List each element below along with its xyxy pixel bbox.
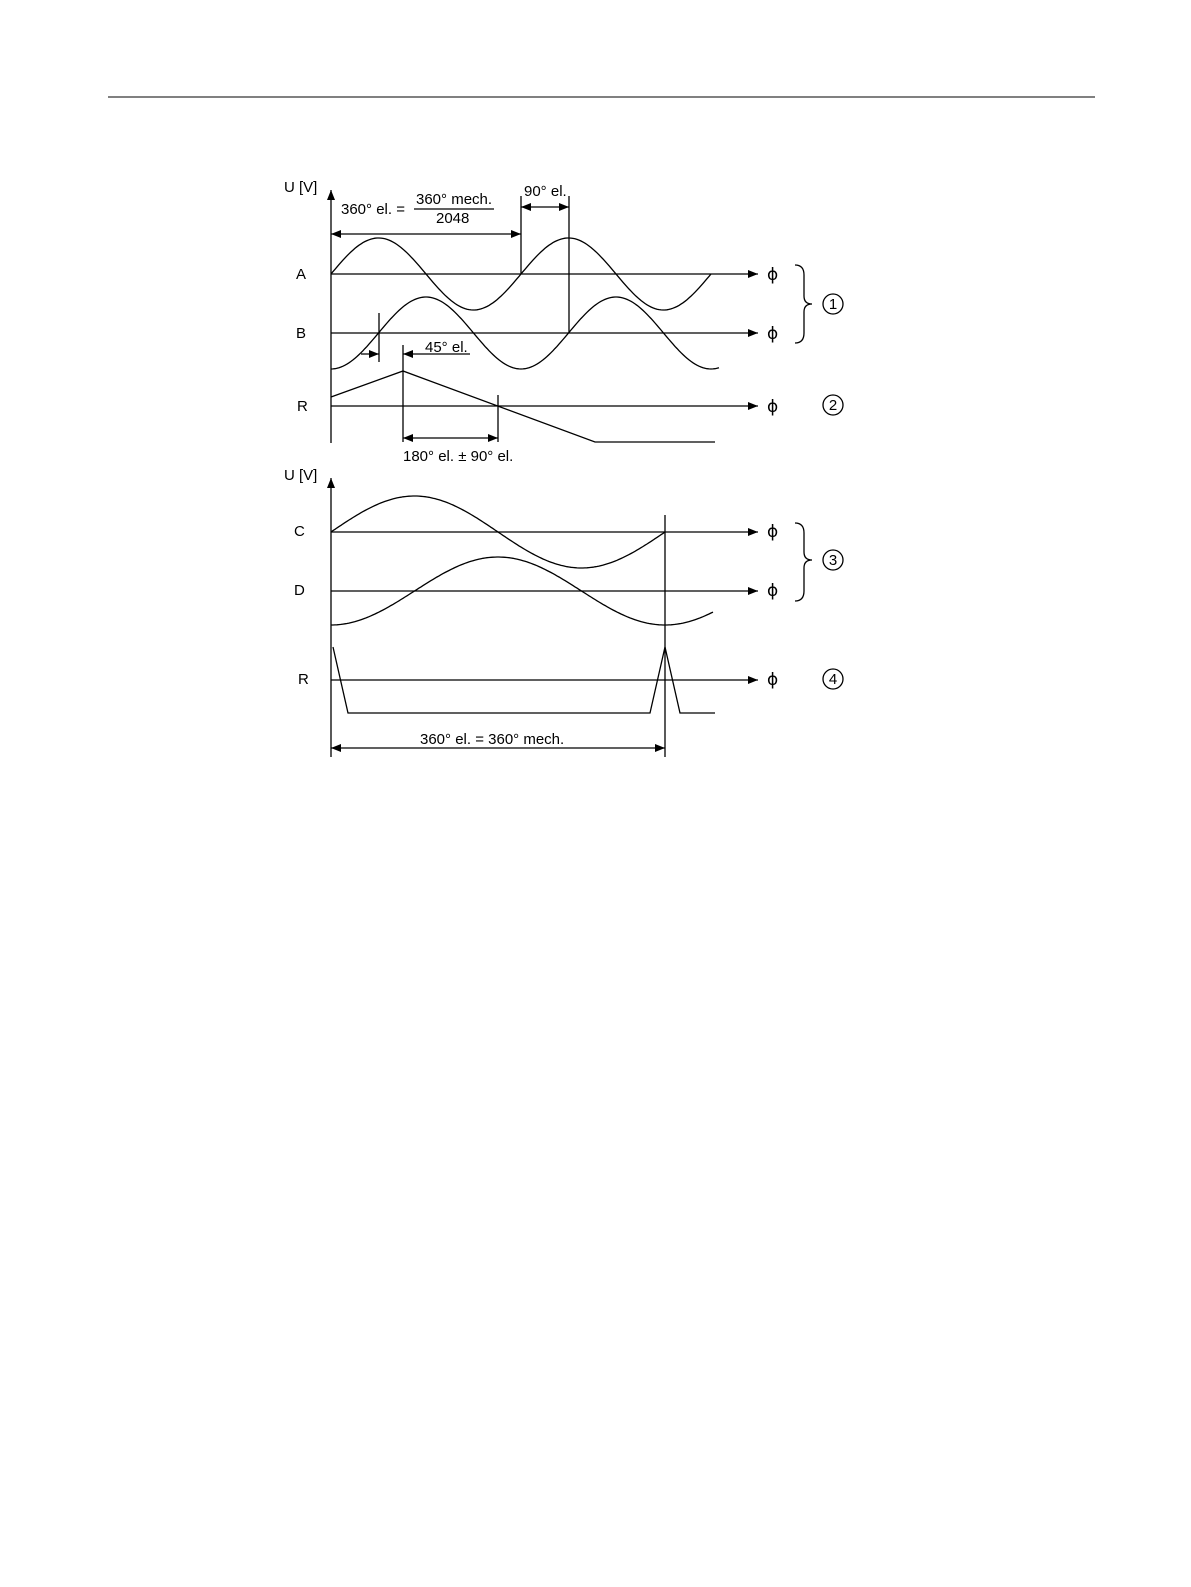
axis-symbol-r-top: ϕ <box>767 397 779 417</box>
signal-label-c: C <box>294 523 305 540</box>
axis-symbol-r-bottom: ϕ <box>767 670 779 690</box>
callout-3: 3 <box>828 552 838 569</box>
axis-symbol-b: ϕ <box>767 324 779 344</box>
callout-4: 4 <box>828 671 838 688</box>
axis-symbol-c: ϕ <box>767 522 779 542</box>
signal-label-d: D <box>294 582 305 599</box>
signal-label-r-top: R <box>297 398 308 415</box>
brace-cd <box>795 523 812 601</box>
dim-180-label: 180° el. ± 90° el. <box>403 448 514 465</box>
signal-label-a: A <box>296 266 307 283</box>
callout-2: 2 <box>828 397 838 414</box>
formula-numerator: 360° mech. <box>416 191 493 208</box>
signal-label-r-bottom: R <box>298 671 309 688</box>
brace-ab <box>795 265 812 343</box>
formula-denominator: 2048 <box>436 210 470 227</box>
bottom-y-axis-label: U [V] <box>284 467 318 484</box>
axis-symbol-d: ϕ <box>767 581 779 601</box>
dim-90-label: 90° el. <box>524 183 567 200</box>
dim-360-mech-label: 360° el. = 360° mech. <box>420 731 565 748</box>
bottom-panel <box>331 478 843 757</box>
dim-45-label: 45° el. <box>425 339 468 356</box>
axis-symbol-a: ϕ <box>767 265 779 285</box>
signal-label-b: B <box>296 325 307 342</box>
formula-lhs: 360° el. = <box>341 201 405 218</box>
callout-1: 1 <box>828 296 838 313</box>
top-y-axis-label: U [V] <box>284 179 318 196</box>
